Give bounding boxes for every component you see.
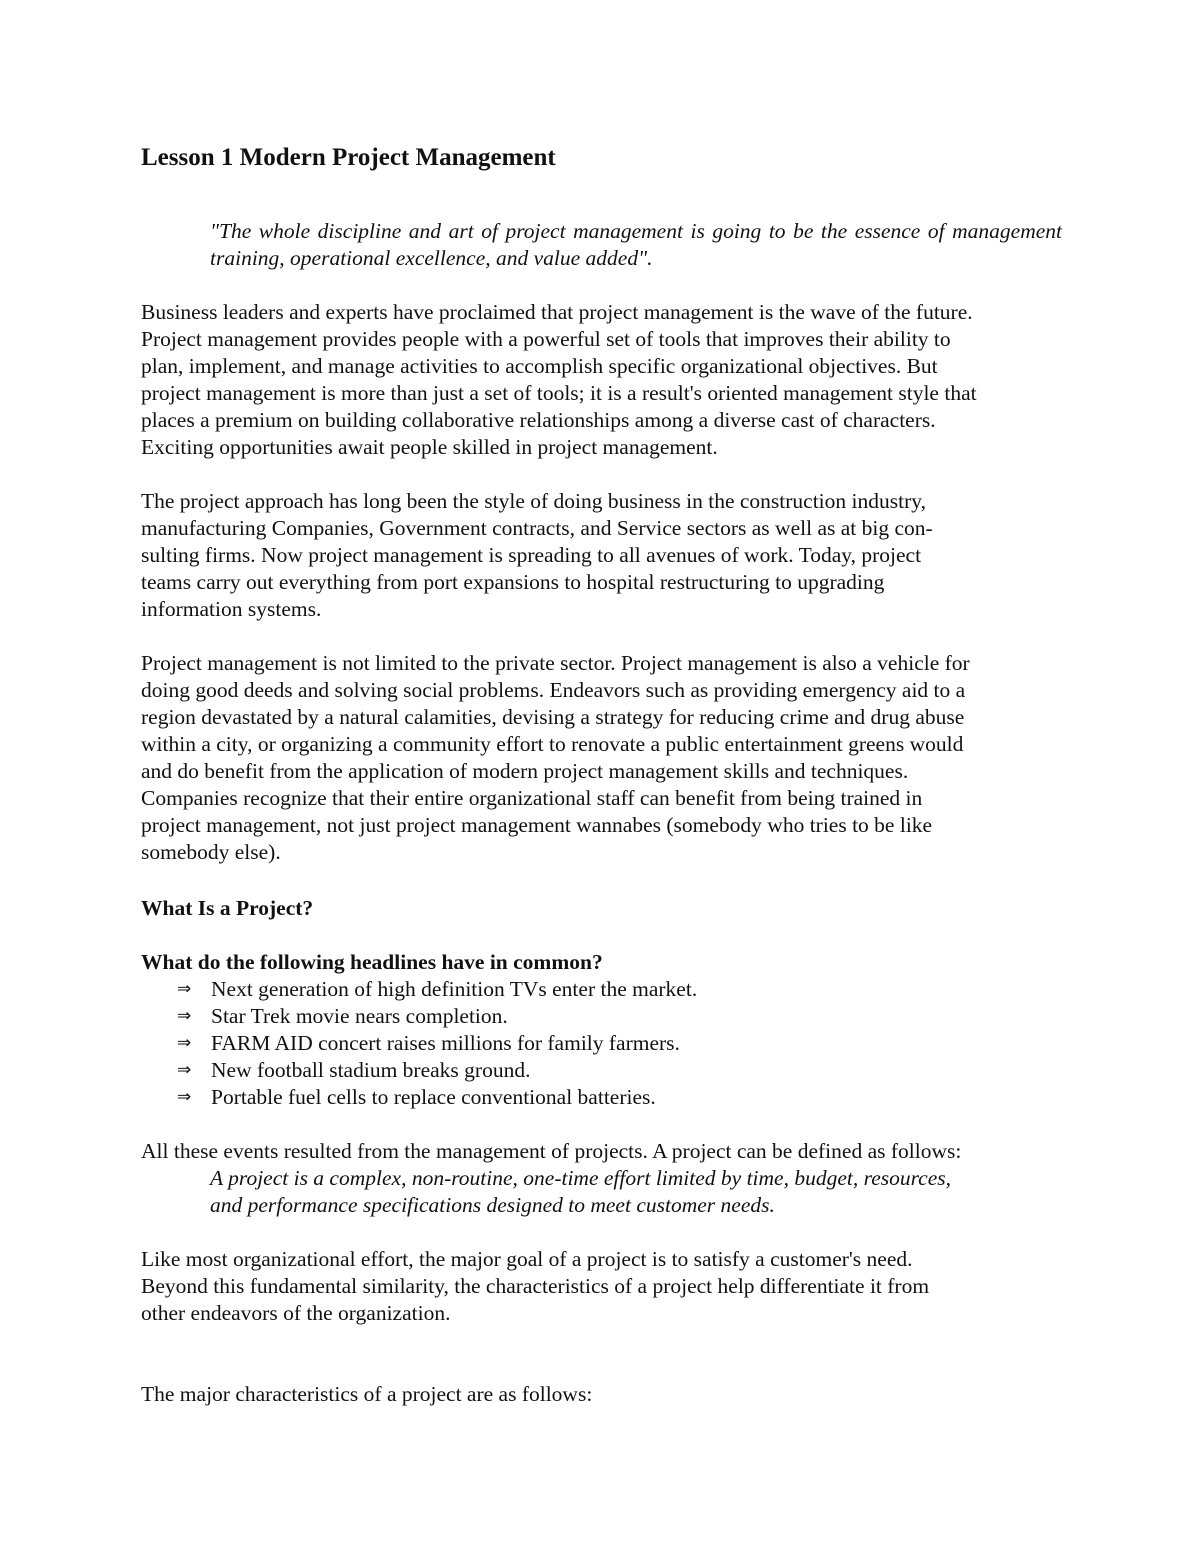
paragraph-line: The project approach has long been the style of doing business in the construction industry, bbox=[141, 489, 926, 513]
project-definition bbox=[210, 1165, 1070, 1219]
right-double-arrow-icon: ⇒ bbox=[177, 979, 192, 999]
headline-list bbox=[141, 976, 1071, 1111]
paragraph-not-limited bbox=[141, 650, 1071, 866]
list-item bbox=[141, 976, 1071, 1003]
list-item bbox=[141, 1057, 1071, 1084]
opening-quote: "The whole discipline and art of project management is going to be the essence of management training, operational excellence, and value added". bbox=[210, 219, 1062, 270]
paragraph-line: other endeavors of the organization. bbox=[141, 1301, 451, 1325]
lesson-title: Lesson 1 Modern Project Management bbox=[141, 144, 556, 171]
right-double-arrow-icon: ⇒ bbox=[177, 1087, 192, 1107]
paragraph-line: Like most organizational effort, the major goal of a project is to satisfy a customer's need. bbox=[141, 1247, 913, 1271]
paragraph-line: information systems. bbox=[141, 597, 322, 621]
paragraph-line: Project management provides people with a powerful set of tools that improves their ability to bbox=[141, 327, 951, 351]
list-item bbox=[141, 1003, 1071, 1030]
closing-line: The major characteristics of a project are as follows: bbox=[141, 1382, 593, 1406]
definition-line: and performance specifications designed to meet customer needs. bbox=[210, 1193, 775, 1217]
headline-text: Next generation of high definition TVs enter the market. bbox=[211, 977, 698, 1001]
paragraph-line: Project management is not limited to the private sector. Project management is also a vehicle for bbox=[141, 651, 970, 675]
paragraph-line: Exciting opportunities await people skilled in project management. bbox=[141, 435, 718, 459]
paragraph-line: Beyond this fundamental similarity, the characteristics of a project help differentiate it from bbox=[141, 1274, 930, 1298]
paragraph-line: manufacturing Companies, Government contracts, and Service sectors as well as at big con- bbox=[141, 516, 933, 540]
paragraph-line: region devastated by a natural calamities, devising a strategy for reducing crime and drug abuse bbox=[141, 705, 965, 729]
paragraph-line: within a city, or organizing a community effort to renovate a public entertainment greens would bbox=[141, 732, 964, 756]
headline-text: FARM AID concert raises millions for family farmers. bbox=[211, 1031, 680, 1055]
paragraph-project-approach bbox=[141, 488, 1071, 623]
paragraph-customer-need bbox=[141, 1246, 1071, 1327]
paragraph-line: places a premium on building collaborative relationships among a diverse cast of characters. bbox=[141, 408, 936, 432]
right-double-arrow-icon: ⇒ bbox=[177, 1033, 192, 1053]
right-double-arrow-icon: ⇒ bbox=[177, 1006, 192, 1026]
paragraph-line: project management, not just project management wannabes (somebody who tries to be like bbox=[141, 813, 933, 837]
paragraph-line: sulting firms. Now project management is spreading to all avenues of work. Today, project bbox=[141, 543, 922, 567]
right-double-arrow-icon: ⇒ bbox=[177, 1060, 192, 1080]
paragraph-line: and do benefit from the application of modern project management skills and techniques. bbox=[141, 759, 909, 783]
headline-text: Star Trek movie nears completion. bbox=[211, 1004, 508, 1028]
paragraph-line: somebody else). bbox=[141, 840, 281, 864]
paragraph-line: doing good deeds and solving social problems. Endeavors such as providing emergency aid to a bbox=[141, 678, 966, 702]
paragraph-intro bbox=[141, 299, 1071, 461]
list-item bbox=[141, 1084, 1071, 1111]
headline-text: New football stadium breaks ground. bbox=[211, 1058, 531, 1082]
list-item bbox=[141, 1030, 1071, 1057]
paragraph-line: Business leaders and experts have proclaimed that project management is the wave of the future. bbox=[141, 300, 973, 324]
section-subheading: What do the following headlines have in common? bbox=[141, 950, 603, 974]
paragraph-line: teams carry out everything from port expansions to hospital restructuring to upgrading bbox=[141, 570, 885, 594]
paragraph-line: project management is more than just a set of tools; it is a result's oriented management style that bbox=[141, 381, 977, 405]
definition-line: A project is a complex, non-routine, one-time effort limited by time, budget, resources, bbox=[210, 1166, 951, 1190]
paragraph-line: plan, implement, and manage activities to accomplish specific organizational objectives. But bbox=[141, 354, 938, 378]
headline-text: Portable fuel cells to replace conventional batteries. bbox=[211, 1085, 656, 1109]
definition-intro: All these events resulted from the management of projects. A project can be defined as follows: bbox=[141, 1139, 962, 1163]
section-heading: What Is a Project? bbox=[141, 896, 314, 920]
paragraph-line: Companies recognize that their entire organizational staff can benefit from being trained in bbox=[141, 786, 923, 810]
